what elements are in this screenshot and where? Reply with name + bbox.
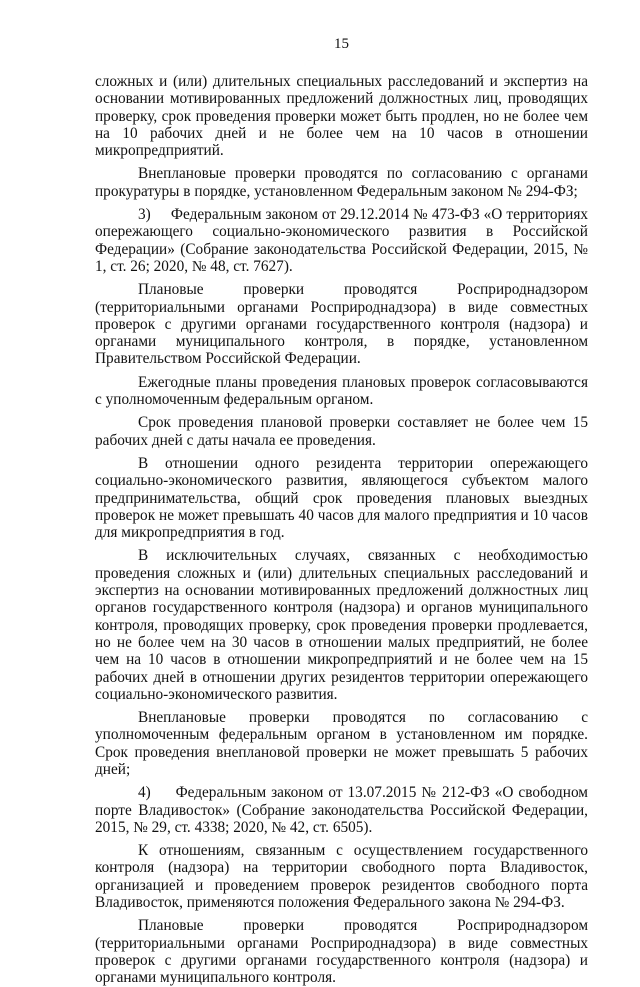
paragraph: Срок проведения плановой проверки составляет не более чем 15 рабочих дней с даты начала ее проведения. — [95, 414, 588, 449]
paragraph: 3) Федеральным законом от 29.12.2014 № 473-ФЗ «О территориях опережающего социально-экономического развития в Российской Федерации» (Собрание законодательства Российской Федерации, 2015, № 1, ст. 26; 2020, № 48, ст. 7627). — [95, 206, 588, 275]
paragraph: Внеплановые проверки проводятся по согласованию с уполномоченным федеральным органом в установленном им порядке. Срок проведения внеплановой проверки не может превышать 5 рабочих дней; — [95, 709, 588, 778]
paragraph: Плановые проверки проводятся Росприроднадзором (территориальными органами Росприроднадзора) в виде совместных проверок с другими органами государственного контроля (надзора) и органами муниципального контроля, в порядке, установленном Правительством Российской Федерации. — [95, 281, 588, 368]
paragraph: В отношении одного резидента территории опережающего социально-экономического развития, являющегося субъектом малого предпринимательства, общий срок проведения плановых выездных проверок не может превышать 40 часов для малого предприятия и 10 часов для микропредприятия в год. — [95, 454, 588, 542]
paragraph: Ежегодные планы проведения плановых проверок согласовываются с уполномоченным федеральным органом. — [95, 373, 588, 409]
paragraph: К отношениям, связанным с осуществлением государственного контроля (надзора) на территории свободного порта Владивосток, организацией и проведением проверок резидентов свободного порта Владивосток, применяются положения Федерального закона № 294-ФЗ. — [95, 842, 588, 912]
document-body — [95, 73, 588, 987]
page-number: 15 — [334, 36, 349, 52]
paragraph: Плановые проверки проводятся Росприроднадзором (территориальными органами Росприроднадзора) в виде совместных проверок с другими органами государственного контроля (надзора) и органами муниципального контроля. — [95, 917, 588, 987]
paragraph: сложных и (или) длительных специальных расследований и экспертиз на основании мотивированных предложений должностных лиц, проводящих проверку, срок проведения проверки может быть продлен, но не более чем на 10 рабочих дней и не более чем на 10 часов в отношении микропредприятий. — [95, 73, 588, 160]
paragraph: В исключительных случаях, связанных с необходимостью проведения сложных и (или) длительных специальных расследований и экспертиз на основании мотивированных предложений должностных лиц органов государственного контроля (надзора) и органов муниципального контроля, проводящих проверку, срок проведения проверки продлевается, но не более чем на 30 часов в отношении малых предприятий, не более чем на 10 часов в отношении микропредприятий и не более чем на 15 рабочих дней в отношении других резидентов территории опережающего социально-экономического развития. — [95, 547, 588, 703]
paragraph: 4) Федеральным законом от 13.07.2015 № 212-ФЗ «О свободном порте Владивосток» (Собрание законодательства Российской Федерации, 2015, № 29, ст. 4338; 2020, № 42, ст. 6505). — [95, 784, 588, 836]
paragraph: Внеплановые проверки проводятся по согласованию с органами прокуратуры в порядке, установленном Федеральным законом № 294-ФЗ; — [95, 165, 588, 200]
